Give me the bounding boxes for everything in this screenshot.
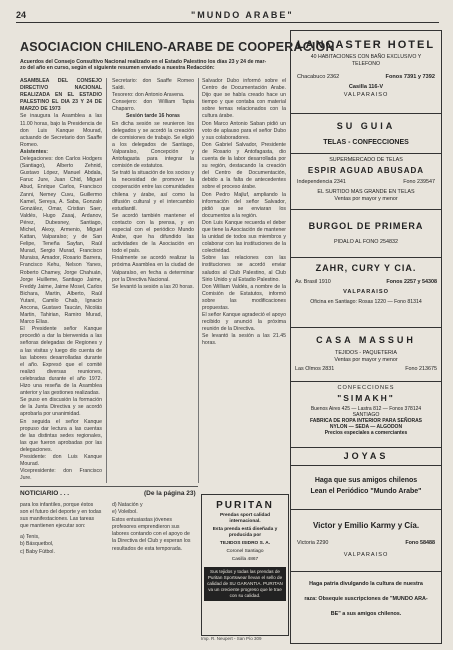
karmy-phone: Fono 58488	[405, 540, 435, 546]
zahr-office: Oficina en Santiago: Rosas 1220 — Fono 81314	[310, 299, 422, 305]
paragraph: Estos entusiastas jóvenes profesores emprendieron sus labores contando con el apoyo de la Directiva del Club y esperan los resultados de esta temporada.	[112, 517, 191, 552]
list-item: e) Voleibol.	[112, 509, 138, 516]
paragraph: Delegaciones: don Carlos Hodgers (Santiago), Alberto Zehnid, Gustavo López, Manuel Abdala, Faruc Jure, Juan Chid, Miguel Abud, Enrique Carlos, Francisco Zanni, Nemey Cuvu, Guillermo Kamel, Sereya, A. Saba, Gonzalo González, Omar, Cristian Saer, Valdés, Hugo Zasaj, Ardanov, Pérez, Dubesney, Santiago, Michel, Alexy, Armenio, Miguel Kattan, Valparaíso; y de San Felipe, Teneña Sayfan, Raúl Murad, Sergio Murad, Francisco Muraiss, Amador, Rosario Barrera, Francisco Kehu, Nelson Yanes, Roberto Chamey, Jorge Chahuán, Jorge Huilleme, Santiago Jaime, Freddy Jaime, Jaime Mosel, Carlos Bichara, Martin, Alberto, Raúl Yutani, Camilo Chab, Ignacio Ancona, Gustavo Taucán, Nicolás Martin, Tahirian, Ramiro Murad, Marco Elías.	[20, 156, 102, 326]
paragraph: Asistentes:	[20, 148, 48, 155]
guia-title: SU GUIA	[336, 121, 396, 131]
puritan-brand: PURITAN	[216, 500, 274, 511]
paragraph: Se inaugura la Asamblea a las 11.00 horas, bajo la Presidencia de don Luis Kanque Mourad, actuando de Secretario don Saaffe Romeo.	[20, 113, 102, 148]
karmy-address: Victoria 2290	[297, 540, 329, 546]
column-divider	[198, 78, 199, 483]
article-lead	[20, 59, 292, 72]
promo2-line2: raza: Obsequie suscripciones de "MUNDO ARA-	[304, 596, 428, 602]
list-item: a) Tenis,	[20, 534, 40, 541]
espir-slogan: EL SURTIDO MAS GRANDE EN TELAS	[317, 189, 415, 195]
zahr-address: Av. Brasil 1910	[295, 279, 331, 285]
noticiario-heading	[20, 490, 200, 497]
ad-rule	[291, 447, 441, 448]
puritan-line: Prendas sport calidad internacional.	[219, 513, 271, 524]
hotel-box: Casilla 116-V	[348, 84, 384, 90]
continuation-note: (De la página 23)	[144, 490, 196, 497]
paragraph: En dicha sesión se reunieron los delegados y se acordó la creación de comisiones de trabajo. Se eligió a los delegados de Santiago, Valparaíso, Concepción y Antofagasta para integrar la comisión de estatutos.	[112, 120, 194, 170]
article-column-1	[20, 78, 102, 494]
column-divider	[106, 78, 107, 483]
paragraph: El Presidente señor Kanque procedió a dar la bienvenida a las señoras delegadas de Regiones y a las visitas y luego dio cuenta de las labores desarrolladas durante el año. Expresó que el comité realizó diversas reuniones, celebradas durante el año 1972. Hizo una reseña de la Asamblea anterior y las gestiones realizadas.	[20, 326, 102, 397]
list-item: b) Básquetbol,	[20, 541, 54, 548]
paragraph: Se levantó la sesión a las 20 horas.	[112, 283, 194, 290]
promo2-line3: BE" a sus amigos chilenos.	[330, 611, 402, 617]
promo-ad-1	[291, 477, 441, 495]
karmy-ad	[291, 521, 441, 558]
karmy-name: Victor y Emilio Karmy y Cía.	[312, 521, 420, 530]
puritan-line: Esta prenda está diseñada y producida por	[212, 527, 278, 538]
ad-rule	[291, 571, 441, 572]
massuh-phone: Fono 213675	[405, 366, 437, 372]
massuh-line1: TEJIDOS - PAQUETERIA	[335, 350, 397, 356]
publication-name: "MUNDO ARABE"	[191, 10, 294, 20]
paragraph: El señor Kanque agradeció el apoyo recibido y anunció la próxima reunión de la Directiva.	[202, 312, 286, 333]
ad-rule	[291, 465, 441, 466]
guia-ad	[291, 121, 441, 146]
ad-rule	[291, 509, 441, 510]
burgol-name: BURGOL DE PRIMERA	[308, 221, 424, 231]
zahr-name: ZAHR, CURY Y CIA.	[315, 263, 417, 273]
massuh-address: Las Olmos 2831	[295, 366, 335, 372]
ads-column	[290, 30, 442, 644]
burgol-ad	[291, 221, 441, 245]
puritan-line: TEJIDOS ISIDRO S. A.	[219, 541, 271, 546]
paragraph: Don Luis Kanque recuerda el deber que tiene la Asociación de mantener la unidad de todos sus miembros y colaborar con las instituciones de la colectividad.	[202, 219, 286, 255]
ad-rule	[291, 381, 441, 382]
simakh-city: SANTIAGO	[352, 412, 380, 418]
lead-line: Acuerdos del Consejo Consultivo Nacional realizado en el Estado Palestino los días 23 y 24 de mar-	[20, 59, 267, 65]
noticiario-column-1	[20, 502, 102, 556]
guia-category: TELAS - CONFECCIONES	[323, 139, 409, 146]
espir-ad	[291, 157, 441, 202]
promo2-line1: Haga patria divulgando la cultura de nuestra	[309, 581, 423, 587]
section-rule	[20, 486, 198, 487]
list-item: c) Baby Fútbol.	[20, 548, 55, 555]
massuh-ad	[291, 335, 441, 376]
promo1-line1: Haga que sus amigos chilenos	[314, 477, 418, 484]
espir-phone: Fono 239547	[403, 179, 435, 185]
massuh-name: CASA MASSUH	[316, 335, 416, 345]
page-number: 24	[16, 10, 27, 20]
paragraph: Consejero: don William Tapia Chaparro.	[112, 99, 194, 113]
paragraph: ASAMBLEA DEL CONSEJO DIRECTIVO NACIONAL REALIZADA EN EL ESTADIO PALESTINO EL DIA 23 Y 24 DE MARZO DE 1973	[20, 78, 102, 113]
simakh-line2: NYLON — SEDA — ALGODON	[329, 424, 403, 430]
hotel-phones: Fonos 7391 y 7392	[385, 74, 435, 80]
karmy-city: VALPARAISO	[343, 552, 389, 558]
noticiario-column-2	[112, 502, 194, 553]
list-item: d) Natación y	[112, 502, 143, 508]
puritan-inverse-box: Sus tejidos y todas las prendas de Puritan Sportswear llevan el sello de calidad de SU GARANTIA. PURITAN va un creciente progreso que le trae con su calidad.	[204, 567, 286, 601]
espir-address: Independencia 2341	[297, 179, 346, 185]
paragraph: Don Marco Antonio Saban pidió un voto de aplauso para el señor Dubo y sus colaboradores.	[202, 120, 286, 141]
ad-rule	[291, 209, 441, 210]
ad-rule	[291, 257, 441, 258]
paragraph: Se puso en discusión la formación de la Junta Directiva y se acordó aprobarla por unanimidad.	[20, 397, 102, 418]
hotel-name: LANCASTER HOTEL	[296, 39, 436, 51]
zahr-phones: Fonos 2257 y 54308	[386, 279, 437, 285]
imprenta-credit: Imp. R. Neupert - San Pío 309	[201, 636, 262, 641]
article-title: ASOCIACION CHILENO-ARABE DE COOPERACION	[20, 40, 335, 54]
joyas-title: JOYAS	[343, 451, 389, 461]
paragraph: Don William Valdés, a nombre de la Comisión de Estatutos, informó sobre las modificaciones propuestas.	[202, 283, 286, 311]
zahr-city: VALPARAISO	[343, 289, 389, 295]
paragraph: para los infantiles, porque éstos son el futuro del deporte y en todas sus manifestaciones. Las tareas que mantienen ejecutar son:	[20, 502, 102, 530]
lead-line: zo del año en curso, según el siguiente resumen enviado a nuestra Redacción:	[20, 65, 215, 72]
paragraph: Se trató la situación de los socios y la necesidad de promover la cooperación entre las comunidades chilena y árabe, así como la difusión cultural y el intercambio estudiantil.	[112, 170, 194, 212]
puritan-ad	[201, 494, 289, 636]
espir-tagline: SUPERMERCADO DE TELAS	[329, 157, 403, 163]
ad-rule	[291, 113, 441, 114]
paragraph: Secretario: don Saaffe Romeo Saldi.	[112, 78, 194, 92]
espir-name: ESPIR AGUAD ABUSADA	[307, 166, 425, 175]
header-rule	[16, 22, 439, 23]
subheading: Sesión tarde 16 horas	[126, 113, 180, 120]
simakh-ad	[291, 385, 441, 436]
paragraph: Se levantó la sesión a las 21.45 horas.	[202, 333, 286, 347]
simakh-address: Buenos Aires 425 — Lastra 812 — Fonos 378124	[310, 406, 422, 412]
article-column-3	[202, 78, 286, 482]
zahr-ad	[291, 263, 441, 305]
joyas-ad	[291, 451, 441, 461]
hotel-ad	[291, 39, 441, 98]
simakh-line1: FABRICA DE ROPA INTERIOR PARA SEÑORAS	[309, 418, 423, 424]
article-column-2	[112, 78, 194, 473]
promo-ad-2	[291, 581, 441, 617]
espir-footer: Ventas por mayor y menor	[334, 196, 398, 202]
hotel-subtitle: 40 HABITACIONES CON BAÑO EXCLUSIVO Y TELEFONO	[310, 54, 422, 67]
simakh-label: CONFECCIONES	[337, 385, 395, 391]
paragraph: Sobre las relaciones con las instituciones se acordó enviar saludos al Club Palestino, al Club Sirio Unido y al Estadio Palestino.	[202, 255, 286, 283]
paragraph: Don Pedro Majluf, ampliando la información del señor Salvador, pidió que se enviaran los documentos a la región.	[202, 191, 286, 219]
paragraph: Finalmente se acordó realizar la próxima Asamblea en la ciudad de Valparaíso, en fecha a determinar por la Directiva Nacional.	[112, 255, 194, 283]
paragraph: Salvador Dubo informó sobre el Centro de Documentación Arabe. Dijo que se había creado hace un tiempo y que contaba con material sobre temas relacionados con la cultura árabe.	[202, 78, 286, 120]
paragraph: Vicepresidente: don Francisco Jure.	[20, 468, 102, 482]
promo1-line2: Lean el Periódico "Mundo Arabe"	[310, 488, 422, 495]
paragraph: Presidente: don Luis Kanque Mourad.	[20, 453, 102, 468]
paragraph: En seguida el señor Kanque propuso dar lectura a las cuentas de las distintas sedes regionales, las que fueron aprobadas por las delegaciones.	[20, 418, 102, 453]
noticiario-title: NOTICIARIO . . .	[20, 490, 70, 497]
hotel-address: Chacabuco 2362	[297, 74, 340, 80]
paragraph: Don Gabriel Salvador, Presidente de Rosario y Antofagasta, dio cuenta de la labor desarrollada por su región, destacando la creación del Centro de Documentación, debido a la falta de antecedentes sobre el proceso árabe.	[202, 141, 286, 191]
hotel-city: VALPARAISO	[343, 92, 389, 98]
simakh-name: "SIMAKH"	[337, 393, 395, 403]
ad-rule	[291, 327, 441, 328]
massuh-line2: Ventas por mayor y menor	[334, 357, 398, 363]
paragraph: Se acordó también mantener el contacto con la prensa, y en especial con el periódico Mundo Arabe, que ha difundido las actividades de la Asociación en todo el país.	[112, 212, 194, 255]
puritan-line: Coronel Santiago	[226, 549, 264, 554]
ad-rule	[291, 153, 441, 154]
simakh-line3: Precios especiales a comerciantes	[324, 430, 408, 436]
paragraph: Tesorero: don Antonio Aravena.	[112, 92, 185, 99]
puritan-line: Casilla 4867	[231, 557, 259, 562]
burgol-line: PIDALO AL FONO 254832	[334, 239, 398, 245]
